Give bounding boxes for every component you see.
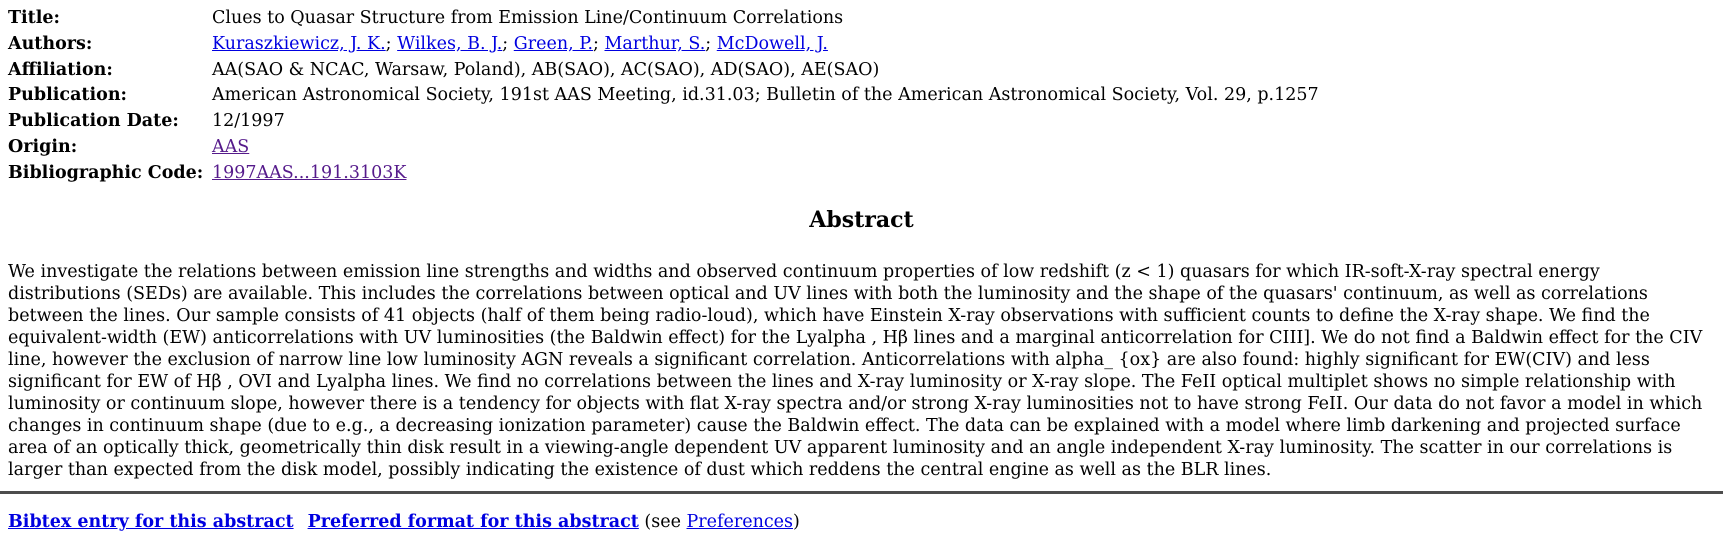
author-separator: ; xyxy=(705,33,717,54)
author-separator: ; xyxy=(502,33,514,54)
publication-value: American Astronomical Society, 191st AAS Meeting, id.31.03; Bulletin of the American Astronomical Society, Vol. 29, p.1257 xyxy=(212,85,1319,106)
affiliation-value: AA(SAO & NCAC, Warsaw, Poland), AB(SAO), AC(SAO), AD(SAO), AE(SAO) xyxy=(212,59,880,80)
paper-title: Clues to Quasar Structure from Emission Line/Continuum Correlations xyxy=(212,8,844,28)
abstract-heading: Abstract xyxy=(809,206,914,233)
author-link-kuraszkiewicz[interactable]: Kuraszkiewicz, J. K. xyxy=(212,33,386,54)
publication-label: Publication: xyxy=(8,85,127,106)
affiliation-label: Affiliation: xyxy=(8,59,113,80)
horizontal-rule xyxy=(0,491,1723,494)
preferred-format-link[interactable]: Preferred format for this abstract xyxy=(307,511,639,532)
author-separator: ; xyxy=(385,33,398,54)
meta-row-bibcode xyxy=(8,161,1715,187)
meta-row-origin xyxy=(8,135,1715,161)
title-label: Title: xyxy=(8,8,60,28)
footer-links xyxy=(8,511,1715,533)
authors-label: Authors: xyxy=(8,33,93,54)
meta-row-authors xyxy=(8,32,1715,58)
meta-row-publication-date xyxy=(8,109,1715,135)
publication-date-label: Publication Date: xyxy=(8,111,179,132)
author-link-mcdowell[interactable]: McDowell, J. xyxy=(716,33,828,54)
see-prefix-text: (see xyxy=(644,511,687,532)
meta-row-title xyxy=(8,6,1715,32)
author-link-wilkes[interactable]: Wilkes, B. J. xyxy=(397,33,503,54)
bibtex-entry-link[interactable]: Bibtex entry for this abstract xyxy=(8,511,294,532)
metadata-table xyxy=(8,6,1715,187)
publication-date-value: 12/1997 xyxy=(212,111,285,132)
preferences-link[interactable]: Preferences xyxy=(686,511,793,532)
author-link-green[interactable]: Green, P. xyxy=(513,33,594,54)
meta-row-publication xyxy=(8,83,1715,109)
abstract-text: We investigate the relations between emission line strengths and widths and observed continuum properties of low redshift (z < 1) quasars for which IR-soft-X-ray spectral energy distributions (SEDs) are available. This includes the correlations between optical and UV lines with both the luminosity and the shape of the quasars' continuum, as well as correlations between the lines. Our sample consists of 41 objects (half of them being radio-loud), which have Einstein X-ray observations with sufficient counts to define the X-ray shape. We find the equivalent-width (EW) anticorrelations with UV luminosities (the Baldwin effect) for the Lyalpha , Hβ lines and a marginal anticorrelation for CIII]. We do not find a Baldwin effect for the CIV line, however the exclusion of narrow line low luminosity AGN reveals a significant correlation. Anticorrelations with alpha_ {ox} are also found: highly significant for EW(CIV) and less significant for EW of Hβ , OVI and Lyalpha lines. We find no correlations between the lines and X-ray luminosity or X-ray slope. The FeII optical multiplet shows no simple relationship with luminosity or continuum slope, however there is a tendency for objects with flat X-ray spectra and/or strong X-ray luminosities not to have strong FeII. Our data do not favor a model in which changes in continuum shape (due to e.g., a decreasing ionization parameter) cause the Baldwin effect. The data can be explained with a model where limb darkening and projected surface area of an optically thick, geometrically thin disk result in a viewing-angle dependent UV apparent luminosity and an angle independent X-ray luminosity. The scatter in our correlations is larger than expected from the disk model, possibly indicating the existence of dust which reddens the central engine as well as the BLR lines. xyxy=(8,261,1703,481)
see-suffix-text: ) xyxy=(792,511,800,532)
authors-list xyxy=(212,32,1715,58)
bibcode-link[interactable]: 1997AAS...191.3103K xyxy=(212,162,407,183)
author-link-marthur[interactable]: Marthur, S. xyxy=(604,33,706,54)
bibcode-label: Bibliographic Code: xyxy=(8,162,204,183)
meta-row-affiliation xyxy=(8,58,1715,84)
origin-label: Origin: xyxy=(8,136,78,157)
origin-link[interactable]: AAS xyxy=(212,136,250,157)
author-separator: ; xyxy=(593,33,605,54)
